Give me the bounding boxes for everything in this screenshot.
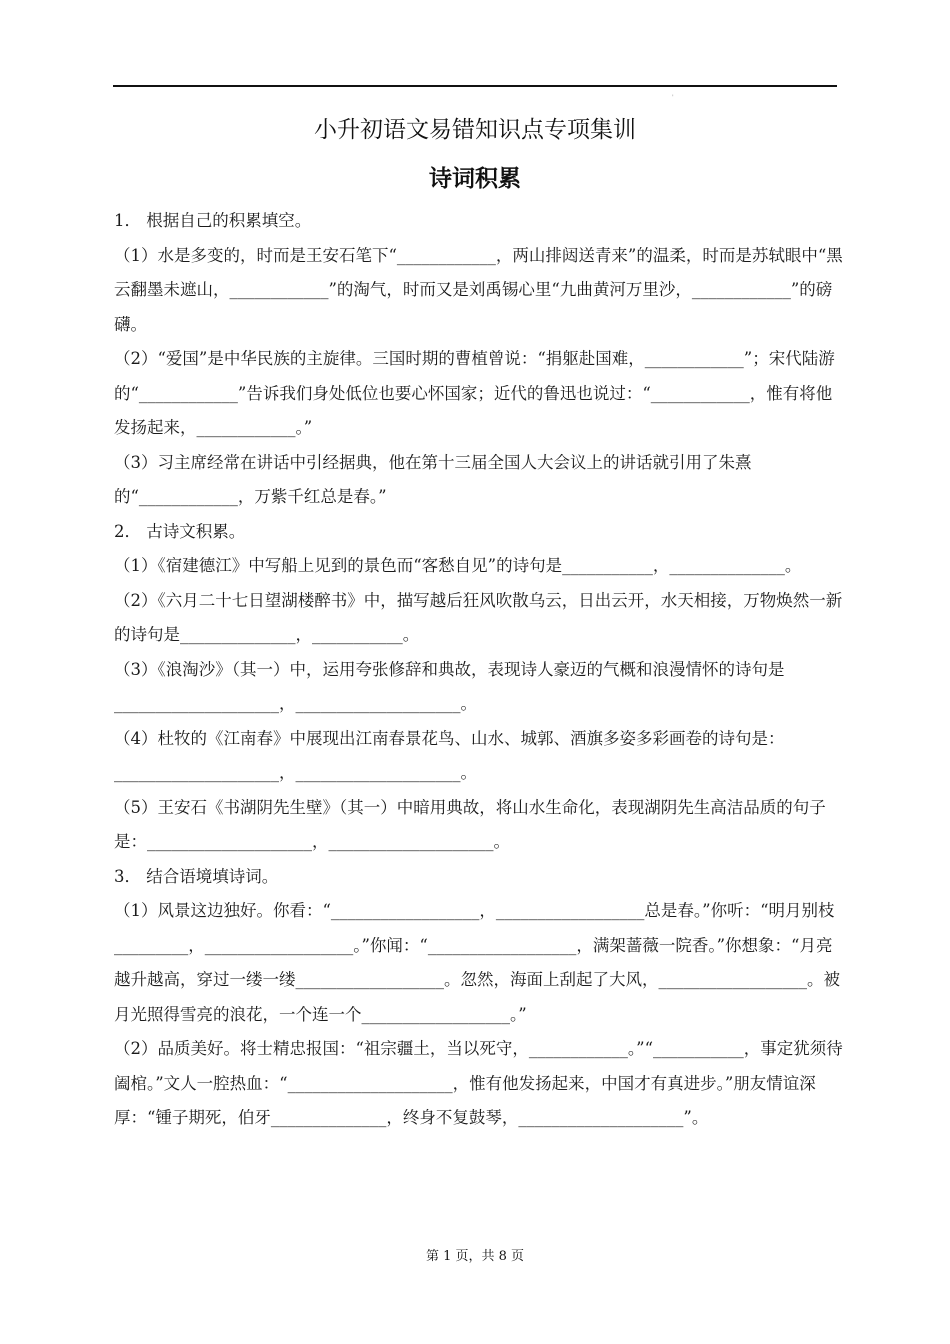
page-number: 第 1 页，共 8 页 xyxy=(425,1249,525,1264)
question-3-item-2: （2）品质美好。将士精忠报国：“祖宗疆土，当以死守，____________。”“___________，事定犹须待阖棺。”文人一腔热血：“____________________，惟有他发扬起来，中国才有真进步。”朋友情谊深厚：“锺子期死，伯牙______________，终身不复鼓琴，____________________”。 xyxy=(114,1039,843,1127)
question-2-item-5: （5）王安石《书湖阴先生壁》（其一）中暗用典故，将山水生命化，表现湖阴先生高洁品质的句子是：____________________，____________________。 xyxy=(114,797,826,851)
document-subtitle: 诗词积累 xyxy=(429,166,521,192)
question-1-item-2: （2）“爱国”是中华民族的主旋律。三国时期的曹植曾说：“捐躯赴国难，____________”；宋代陆游的“____________”告诉我们身处低位也要心怀国家；近代的鲁迅也说过：“____________，惟有将他发扬起来，____________。” xyxy=(114,349,835,437)
question-1-item-3: （3）习主席经常在讲话中引经据典，他在第十三届全国人大会议上的讲话就引用了朱熹的“____________，万紫千红总是春。” xyxy=(114,452,752,506)
question-3-heading: 3． 结合语境填诗词。 xyxy=(114,866,279,886)
question-2-heading: 2． 古诗文积累。 xyxy=(114,521,246,541)
document-title: 小升初语文易错知识点专项集训 xyxy=(314,117,636,143)
question-2-item-1: （1）《宿建德江》中写船上见到的景色而“客愁自见”的诗句是___________，______________。 xyxy=(114,556,802,575)
question-2-item-3: （3）《浪淘沙》（其一）中，运用夸张修辞和典故，表现诗人豪迈的气概和浪漫情怀的诗句是____________________，____________________。 xyxy=(114,659,785,713)
header-rule xyxy=(113,85,837,87)
header-mark: ' xyxy=(672,94,674,101)
question-1-item-1: （1）水是多变的，时而是王安石笔下“____________，两山排闼送青来”的温柔，时而是苏轼眼中“黑云翻墨未遮山，____________”的淘气，时而又是刘禹锡心里“九曲黄河万里沙，____________”的磅礴。 xyxy=(114,245,843,334)
question-1-heading: 1． 根据自己的积累填空。 xyxy=(114,211,312,230)
document-body xyxy=(114,204,844,1136)
question-3-item-1: （1）风景这边独好。你看：“__________________，__________________总是春。”你听：“明月别枝_________，__________________。”你闻：“__________________，满架蔷薇一院香。”你想象：“月亮越升越高，穿过一缕一缕__________________。忽然，海面上刮起了大风，__________________。被月光照得雪亮的浪花，一个连一个__________________。” xyxy=(114,901,840,1024)
question-2-item-4: （4）杜牧的《江南春》中展现出江南春景花鸟、山水、城郭、酒旗多姿多彩画卷的诗句是：____________________，____________________。 xyxy=(114,728,785,782)
question-2-item-2: （2）《六月二十七日望湖楼醉书》中，描写越后狂风吹散乌云，日出云开，水天相接，万物焕然一新的诗句是______________，___________。 xyxy=(114,590,843,644)
